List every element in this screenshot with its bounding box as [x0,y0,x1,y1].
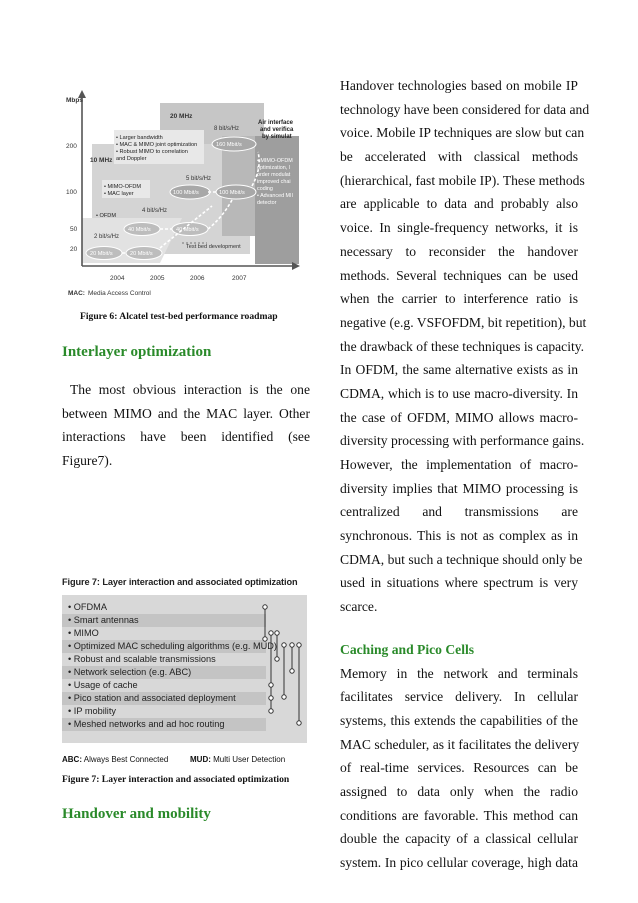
air-interface-2: and verifica [260,127,294,133]
y-unit: Mbps [66,97,83,104]
text-line: voice. Mobile IP techniques are slow but can [340,125,585,141]
bullet-right: optimization, l [257,165,290,171]
text-line: diversity implies that MIMO processing is [340,480,578,496]
y-tick: 100 [66,189,77,196]
testbed-label: Test bed development [186,244,241,250]
text-line: In OFDM, the same alternative exists as in [340,362,578,378]
label-5bits: 5 bit/s/Hz [186,176,212,182]
text-line: the case of OFDM, MIMO allows macro- [340,409,578,425]
label-2bits: 2 bit/s/Hz [94,234,120,240]
figure-7 [62,577,307,766]
bullet-ofdm: • OFDM [96,213,116,219]
heading-handover: Handover and mobility [62,806,211,822]
text-line: diversity processing with performance gains. [340,433,585,449]
fig7-item: • MIMO [68,628,99,638]
bullet-top: and Doppler [116,156,147,162]
fig7-item: • Smart antennas [62,614,266,627]
text-line: CDMA, but such a technique should only be [340,551,583,567]
bullet-top: • Larger bandwidth [116,135,163,141]
text-line: system. In pico cellular coverage, high data [340,855,578,870]
x-tick: 2005 [150,275,165,282]
bullet-top: • MAC & MIMO joint optimization [116,142,198,148]
text-line: interactions have been identified (see [62,429,310,445]
text-line: assigned to data only when the radio [340,783,578,799]
bullet-top: • Robust MIMO to correlation [116,149,188,155]
y-tick: 200 [66,143,77,150]
bullet-right: improved chai [257,179,291,185]
interlayer-paragraph [62,378,310,473]
text-line: facilitates service delivery. In cellular [340,689,578,705]
rate-100a: 100 Mbit/s [173,190,199,196]
label-10mhz: 10 MHz [90,157,113,164]
fig7-item: • Meshed networks and ad hoc routing [62,718,266,731]
rate-40a: 40 Mbit/s [128,227,151,233]
text-line: methods. Several techniques can be used [340,267,578,283]
heading-caching: Caching and Pico Cells [340,641,475,657]
figure-6 [62,88,302,303]
text-line: CDMA, which is to use macro-diversity. In [340,385,578,401]
bullet-right: coding [257,186,273,192]
text-line: be accelerated with classical methods [340,149,578,165]
text-line: MAC scheduler, as it facilitates the delivery [340,736,580,752]
figure-7-box [62,595,307,743]
text-line: used in situations where spectrum is very [340,575,578,591]
text-line: The most obvious interaction is the one [70,382,310,397]
fig7-item: • Network selection (e.g. ABC) [62,666,266,679]
air-interface-3: by simulat [262,134,292,140]
fig7-item: • Usage of cache [68,680,138,690]
text-line: are applicable to data and probably also [340,196,578,212]
bullet-right: detector [257,200,277,206]
text-line: technology have been considered for data and [340,101,590,117]
rate-20b: 20 Mbit/s [130,251,153,257]
rate-40b: 40 Mbit/s [176,227,199,233]
figure-7-title: Figure 7: Layer interaction and associated optimization [62,577,298,587]
text-line: negative (e.g. VSFOFDM, bit repetition), but [340,314,587,330]
bullet-right: order modulat [257,172,291,178]
figure-6-chart [62,88,302,303]
rate-160: 160 Mbit/s [216,142,242,148]
text-line: Handover technologies based on mobile IP [340,78,578,93]
fig7-legend-abc [62,755,168,764]
x-tick: 2006 [190,275,205,282]
right-column [340,74,590,875]
text-line: However, the implementation of macro- [340,457,578,472]
y-tick: 20 [70,246,78,253]
fig7-item: • OFDMA [68,602,107,612]
bullet-mid: • MAC layer [104,191,134,197]
text-line: (hierarchical, fast mobile IP). These methods [340,172,585,188]
text-line: when the carrier to interference ratio is [340,291,578,307]
label-4bits: 4 bit/s/Hz [142,208,168,214]
text-line: the drawback of these techniques is capacity. [340,338,585,354]
air-interface-1: Air interface [258,120,294,126]
fig7-item: • Robust and scalable transmissions [68,654,216,664]
fig7-legend-mud [190,755,285,764]
rate-100b: 100 Mbit/s [219,190,245,196]
paragraph-gap [340,619,578,638]
x-tick: 2007 [232,275,247,282]
fig7-item: • Pico station and associated deployment [62,692,266,705]
figure-6-caption: Figure 6: Alcatel test-bed performance roadmap [80,311,278,322]
figure-7-caption: Figure 7: Layer interaction and associated optimization [62,774,290,785]
y-tick: 50 [70,226,78,233]
bullet-right: • Advanced MII [257,193,294,199]
bullet-mid: • MIMO-OFDM [104,184,142,190]
rate-20a: 20 Mbit/s [90,251,113,257]
fig7-item: • IP mobility [68,706,116,716]
text-line: Memory in the network and terminals [340,665,578,681]
text-line: necessary to reconsider the handover [340,243,578,259]
fig7-item: • Optimized MAC scheduling algorithms (e.g. MUD) [62,640,266,653]
x-tick: 2004 [110,275,125,282]
legend-abc-full: Always Best Connected [83,755,169,764]
bullet-right: • MIMO-OFDM [257,158,293,164]
text-line: centralized and transmissions are [340,504,578,520]
mac-full: Media Access Control [88,290,151,297]
layer-connectors [62,595,307,743]
label-20mhz: 20 MHz [170,113,193,120]
heading-interlayer: Interlayer optimization [62,344,212,360]
text-line: Figure7). [62,453,113,469]
legend-abc-abbr: ABC: [62,755,82,764]
mac-abbr: MAC: [68,290,85,297]
text-line: between MIMO and the MAC layer. Other [62,405,310,421]
text-line: voice. In single-frequency networks, it is [340,220,578,236]
text-line: synchronous. This is not as complex as in [340,528,578,544]
label-8bits: 8 bit/s/Hz [214,126,240,132]
text-line: scarce. [340,599,378,615]
text-line: systems, this extends the capabilities of the [340,712,578,728]
text-line: of real-time services. Resources can be [340,760,578,776]
legend-mud-abbr: MUD: [190,755,211,764]
legend-mud-full: Multi User Detection [213,755,286,764]
text-line: conditions are favorable. This method can [340,807,578,823]
text-line: double the capacity of a classical cellular [340,831,578,847]
